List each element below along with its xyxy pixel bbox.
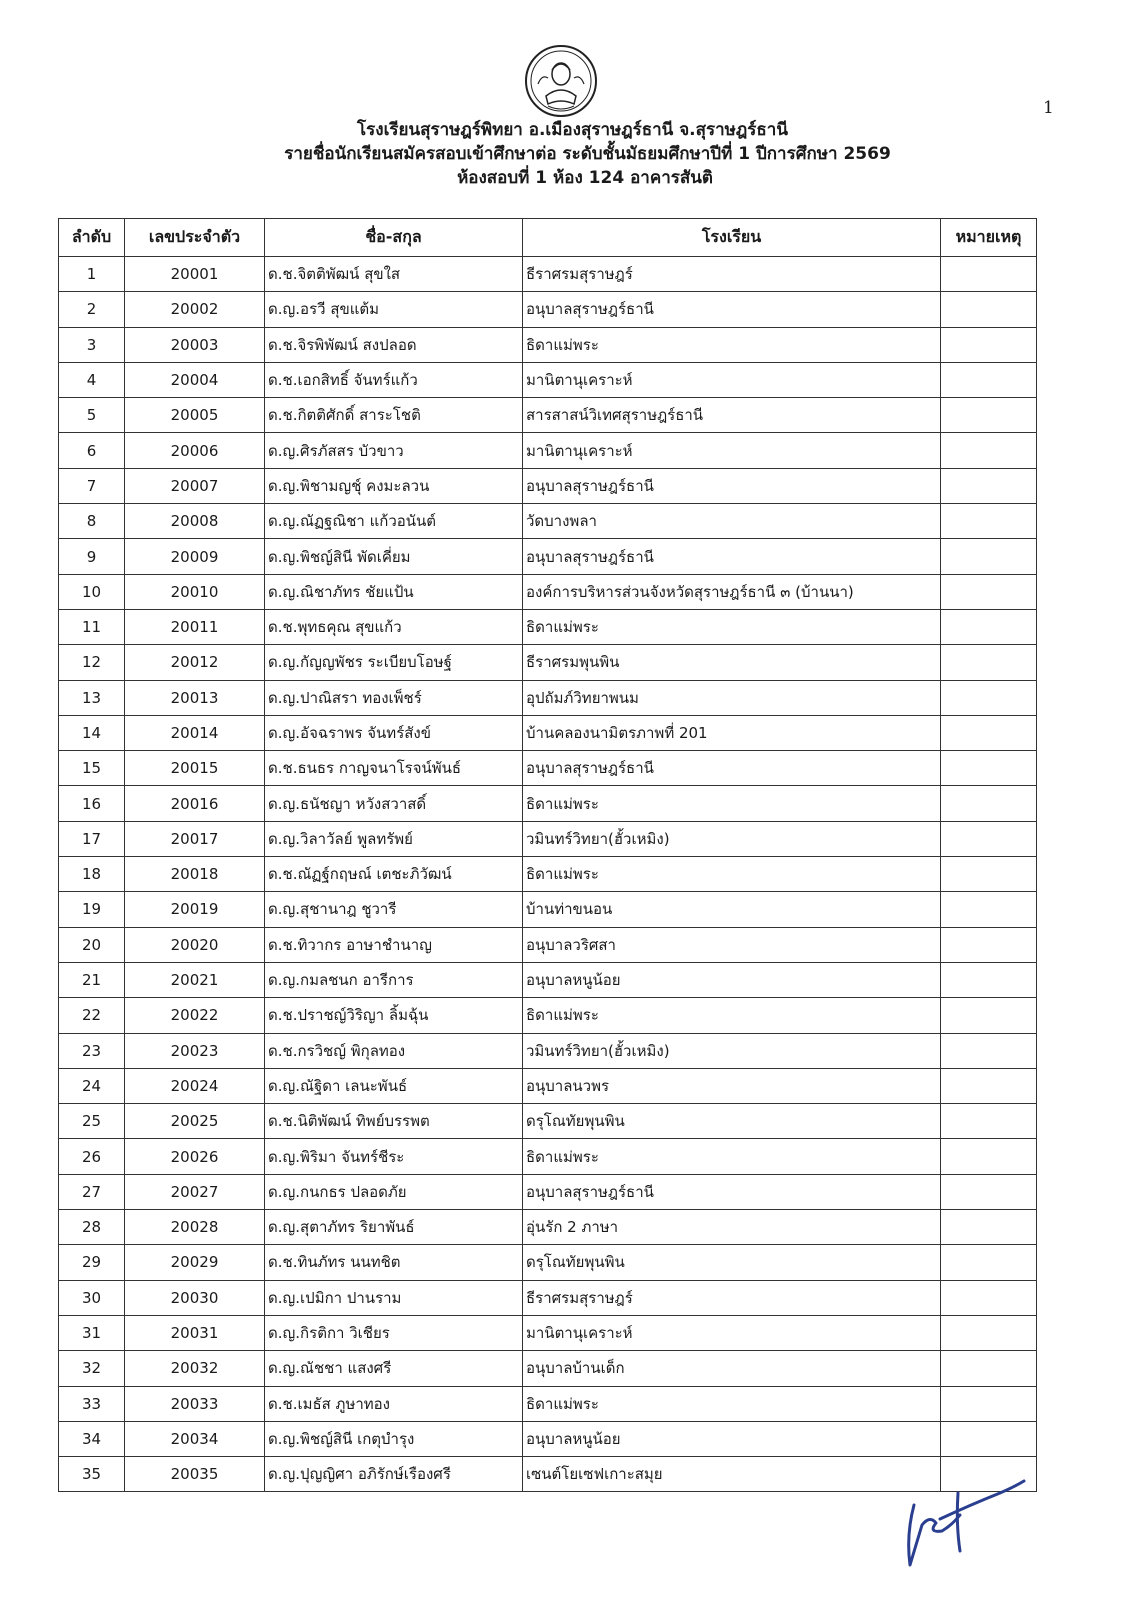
student-name-cell: ด.ช.ณัฏฐ์กฤษณ์ เตชะภิวัฒน์ — [265, 857, 523, 892]
school-cell: มานิตานุเคราะห์ — [523, 433, 941, 468]
student-roster-table — [58, 218, 1037, 1492]
order-cell: 7 — [59, 468, 125, 503]
student-id-cell: 20003 — [125, 327, 265, 362]
table-row — [59, 539, 1037, 574]
student-id-cell: 20007 — [125, 468, 265, 503]
student-id-cell: 20029 — [125, 1245, 265, 1280]
table-row — [59, 680, 1037, 715]
order-cell: 16 — [59, 786, 125, 821]
student-name-cell: ด.ญ.ปุญญิศา อภิรักษ์เรืองศรี — [265, 1457, 523, 1492]
table-row — [59, 1386, 1037, 1421]
school-cell: เซนต์โยเซฟเกาะสมุย — [523, 1457, 941, 1492]
note-cell — [941, 1139, 1037, 1174]
school-cell: อนุบาลหนูน้อย — [523, 1421, 941, 1456]
student-name-cell: ด.ญ.พิชญ์สินี เกตุบำรุง — [265, 1421, 523, 1456]
school-cell: ธีราศรมสุราษฎร์ — [523, 257, 941, 292]
note-cell — [941, 1245, 1037, 1280]
school-cell: อุ่นรัก 2 ภาษา — [523, 1210, 941, 1245]
order-cell: 33 — [59, 1386, 125, 1421]
order-cell: 13 — [59, 680, 125, 715]
school-cell: ธิดาแม่พระ — [523, 786, 941, 821]
student-name-cell: ด.ญ.เปมิกา ปานราม — [265, 1280, 523, 1315]
table-row — [59, 257, 1037, 292]
order-cell: 28 — [59, 1210, 125, 1245]
school-title: โรงเรียนสุราษฎร์พิทยา อ.เมืองสุราษฎร์ธานี จ.สุราษฎร์ธานี — [357, 120, 788, 140]
student-id-cell: 20028 — [125, 1210, 265, 1245]
table-row — [59, 1457, 1037, 1492]
student-name-cell: ด.ญ.อัจฉราพร จันทร์สังข์ — [265, 715, 523, 750]
order-cell: 18 — [59, 857, 125, 892]
table-row — [59, 927, 1037, 962]
school-cell: อนุบาลหนูน้อย — [523, 962, 941, 997]
table-row — [59, 1104, 1037, 1139]
table-row — [59, 645, 1037, 680]
table-row — [59, 1245, 1037, 1280]
student-name-cell: ด.ช.กิตติศักดิ์ สาระโชติ — [265, 398, 523, 433]
student-name-cell: ด.ญ.สุชานาฎ ชูวารี — [265, 892, 523, 927]
order-cell: 11 — [59, 609, 125, 644]
table-row — [59, 1280, 1037, 1315]
student-id-cell: 20025 — [125, 1104, 265, 1139]
student-name-cell: ด.ญ.กิรติกา วิเชียร — [265, 1315, 523, 1350]
student-name-cell: ด.ญ.ณัชชา แสงศรี — [265, 1351, 523, 1386]
column-header-school: โรงเรียน — [523, 219, 941, 257]
table-row — [59, 1421, 1037, 1456]
table-row — [59, 292, 1037, 327]
table-row — [59, 609, 1037, 644]
document-header — [0, 118, 1130, 190]
school-seal-logo — [524, 44, 598, 118]
table-row — [59, 1315, 1037, 1350]
student-name-cell: ด.ญ.ณัฏฐณิชา แก้วอนันต์ — [265, 504, 523, 539]
note-cell — [941, 1210, 1037, 1245]
school-cell: วัดบางพลา — [523, 504, 941, 539]
school-cell: อนุบาลนวพร — [523, 1068, 941, 1103]
note-cell — [941, 1351, 1037, 1386]
order-cell: 35 — [59, 1457, 125, 1492]
note-cell — [941, 715, 1037, 750]
note-cell — [941, 433, 1037, 468]
student-name-cell: ด.ญ.ธนัชญา หวังสวาสดิ์ — [265, 786, 523, 821]
order-cell: 22 — [59, 998, 125, 1033]
order-cell: 17 — [59, 821, 125, 856]
note-cell — [941, 398, 1037, 433]
school-cell: อนุบาลสุราษฎร์ธานี — [523, 468, 941, 503]
student-id-cell: 20019 — [125, 892, 265, 927]
school-cell: อนุบาลบ้านเด็ก — [523, 1351, 941, 1386]
school-cell: ธิดาแม่พระ — [523, 1386, 941, 1421]
school-cell: บ้านท่าขนอน — [523, 892, 941, 927]
school-cell: สารสาสน์วิเทศสุราษฎร์ธานี — [523, 398, 941, 433]
order-cell: 2 — [59, 292, 125, 327]
order-cell: 27 — [59, 1174, 125, 1209]
student-id-cell: 20002 — [125, 292, 265, 327]
order-cell: 31 — [59, 1315, 125, 1350]
note-cell — [941, 468, 1037, 503]
student-name-cell: ด.ช.ธนธร กาญจนาโรจน์พันธ์ — [265, 751, 523, 786]
note-cell — [941, 927, 1037, 962]
table-row — [59, 821, 1037, 856]
order-cell: 21 — [59, 962, 125, 997]
order-cell: 26 — [59, 1139, 125, 1174]
student-id-cell: 20020 — [125, 927, 265, 962]
table-row — [59, 751, 1037, 786]
school-cell: อนุบาลสุราษฎร์ธานี — [523, 751, 941, 786]
student-id-cell: 20032 — [125, 1351, 265, 1386]
student-id-cell: 20008 — [125, 504, 265, 539]
school-cell: วมินทร์วิทยา(ฮั้วเหมิง) — [523, 821, 941, 856]
page-number: 1 — [1043, 98, 1054, 118]
order-cell: 6 — [59, 433, 125, 468]
note-cell — [941, 751, 1037, 786]
note-cell — [941, 539, 1037, 574]
column-header-note: หมายเหตุ — [941, 219, 1037, 257]
table-row — [59, 857, 1037, 892]
order-cell: 8 — [59, 504, 125, 539]
table-row — [59, 574, 1037, 609]
student-id-cell: 20023 — [125, 1033, 265, 1068]
student-name-cell: ด.ช.ปราชญ์วิริญา ลิ้มฉุ้น — [265, 998, 523, 1033]
school-cell: อนุบาลสุราษฎร์ธานี — [523, 292, 941, 327]
school-cell: อุปถัมภ์วิทยาพนม — [523, 680, 941, 715]
document-title: รายชื่อนักเรียนสมัครสอบเข้าศึกษาต่อ ระดับชั้นมัธยมศึกษาปีที่ 1 ปีการศึกษา 2569 — [284, 144, 891, 164]
table-row — [59, 1210, 1037, 1245]
student-id-cell: 20016 — [125, 786, 265, 821]
table-row — [59, 1139, 1037, 1174]
order-cell: 10 — [59, 574, 125, 609]
order-cell: 4 — [59, 362, 125, 397]
note-cell — [941, 1280, 1037, 1315]
student-id-cell: 20004 — [125, 362, 265, 397]
student-name-cell: ด.ช.นิติพัฒน์ ทิพย์บรรพต — [265, 1104, 523, 1139]
student-name-cell: ด.ญ.พิชญ์สินี พัดเคี่ยม — [265, 539, 523, 574]
order-cell: 24 — [59, 1068, 125, 1103]
column-header-id: เลขประจำตัว — [125, 219, 265, 257]
note-cell — [941, 1386, 1037, 1421]
student-id-cell: 20014 — [125, 715, 265, 750]
school-cell: ธีราศรมพุนพิน — [523, 645, 941, 680]
note-cell — [941, 609, 1037, 644]
order-cell: 1 — [59, 257, 125, 292]
student-name-cell: ด.ช.ทิวากร อาษาชำนาญ — [265, 927, 523, 962]
note-cell — [941, 645, 1037, 680]
order-cell: 20 — [59, 927, 125, 962]
school-cell: ธิดาแม่พระ — [523, 327, 941, 362]
school-cell: ดรุโณทัยพุนพิน — [523, 1104, 941, 1139]
order-cell: 32 — [59, 1351, 125, 1386]
note-cell — [941, 998, 1037, 1033]
student-name-cell: ด.ญ.พิริมา จันทร์ชีระ — [265, 1139, 523, 1174]
student-id-cell: 20018 — [125, 857, 265, 892]
order-cell: 3 — [59, 327, 125, 362]
school-cell: ธิดาแม่พระ — [523, 857, 941, 892]
table-row — [59, 998, 1037, 1033]
note-cell — [941, 257, 1037, 292]
school-cell: อนุบาลวริศสา — [523, 927, 941, 962]
column-header-order: ลำดับ — [59, 219, 125, 257]
student-name-cell: ด.ช.กรวิชญ์ พิกุลทอง — [265, 1033, 523, 1068]
school-cell: ดรุโณทัยพุนพิน — [523, 1245, 941, 1280]
note-cell — [941, 821, 1037, 856]
student-id-cell: 20031 — [125, 1315, 265, 1350]
note-cell — [941, 786, 1037, 821]
note-cell — [941, 892, 1037, 927]
note-cell — [941, 1315, 1037, 1350]
note-cell — [941, 292, 1037, 327]
student-id-cell: 20026 — [125, 1139, 265, 1174]
student-name-cell: ด.ช.เมธัส ภูษาทอง — [265, 1386, 523, 1421]
student-name-cell: ด.ญ.ณิชาภัทร ชัยแป้น — [265, 574, 523, 609]
table-row — [59, 892, 1037, 927]
note-cell — [941, 504, 1037, 539]
handwritten-signature — [900, 1465, 1030, 1570]
note-cell — [941, 680, 1037, 715]
student-id-cell: 20035 — [125, 1457, 265, 1492]
note-cell — [941, 327, 1037, 362]
table-row — [59, 1174, 1037, 1209]
student-id-cell: 20011 — [125, 609, 265, 644]
student-id-cell: 20015 — [125, 751, 265, 786]
order-cell: 19 — [59, 892, 125, 927]
order-cell: 5 — [59, 398, 125, 433]
student-id-cell: 20017 — [125, 821, 265, 856]
order-cell: 15 — [59, 751, 125, 786]
school-cell: ธิดาแม่พระ — [523, 998, 941, 1033]
school-cell: อนุบาลสุราษฎร์ธานี — [523, 1174, 941, 1209]
order-cell: 9 — [59, 539, 125, 574]
student-name-cell: ด.ญ.พิชามญชุ์ คงมะลวน — [265, 468, 523, 503]
school-cell: ธีราศรมสุราษฎร์ — [523, 1280, 941, 1315]
school-cell: มานิตานุเคราะห์ — [523, 362, 941, 397]
order-cell: 14 — [59, 715, 125, 750]
order-cell: 23 — [59, 1033, 125, 1068]
school-cell: บ้านคลองนามิตรภาพที่ 201 — [523, 715, 941, 750]
student-id-cell: 20033 — [125, 1386, 265, 1421]
order-cell: 34 — [59, 1421, 125, 1456]
student-name-cell: ด.ญ.กัญญพัชร ระเบียบโอษฐ์ — [265, 645, 523, 680]
table-row — [59, 504, 1037, 539]
student-id-cell: 20009 — [125, 539, 265, 574]
student-name-cell: ด.ญ.วิลาวัลย์ พูลทรัพย์ — [265, 821, 523, 856]
student-id-cell: 20024 — [125, 1068, 265, 1103]
student-id-cell: 20022 — [125, 998, 265, 1033]
student-name-cell: ด.ญ.กมลชนก อารีการ — [265, 962, 523, 997]
table-row — [59, 962, 1037, 997]
student-name-cell: ด.ช.พุทธคุณ สุขแก้ว — [265, 609, 523, 644]
student-name-cell: ด.ช.ทินภัทร นนทชิต — [265, 1245, 523, 1280]
table-row — [59, 1033, 1037, 1068]
note-cell — [941, 1174, 1037, 1209]
order-cell: 30 — [59, 1280, 125, 1315]
student-name-cell: ด.ญ.ศิรภัสสร บัวขาว — [265, 433, 523, 468]
note-cell — [941, 857, 1037, 892]
note-cell — [941, 1104, 1037, 1139]
table-body — [59, 257, 1037, 1492]
school-cell: ธิดาแม่พระ — [523, 609, 941, 644]
student-id-cell: 20005 — [125, 398, 265, 433]
table-row — [59, 1068, 1037, 1103]
student-name-cell: ด.ช.เอกสิทธิ์ จันทร์แก้ว — [265, 362, 523, 397]
order-cell: 12 — [59, 645, 125, 680]
student-name-cell: ด.ญ.ณัฐิดา เลนะพันธ์ — [265, 1068, 523, 1103]
note-cell — [941, 962, 1037, 997]
note-cell — [941, 362, 1037, 397]
school-cell: มานิตานุเคราะห์ — [523, 1315, 941, 1350]
student-id-cell: 20006 — [125, 433, 265, 468]
student-id-cell: 20030 — [125, 1280, 265, 1315]
note-cell — [941, 574, 1037, 609]
student-id-cell: 20034 — [125, 1421, 265, 1456]
school-cell: องค์การบริหารส่วนจังหวัดสุราษฎร์ธานี ๓ (บ้านนา) — [523, 574, 941, 609]
table-row — [59, 327, 1037, 362]
student-id-cell: 20010 — [125, 574, 265, 609]
order-cell: 25 — [59, 1104, 125, 1139]
school-cell: วมินทร์วิทยา(ฮั้วเหมิง) — [523, 1033, 941, 1068]
student-id-cell: 20012 — [125, 645, 265, 680]
student-name-cell: ด.ญ.กนกธร ปลอดภัย — [265, 1174, 523, 1209]
school-cell: อนุบาลสุราษฎร์ธานี — [523, 539, 941, 574]
student-name-cell: ด.ช.จิตติพัฒน์ สุขใส — [265, 257, 523, 292]
table-row — [59, 398, 1037, 433]
table-row — [59, 468, 1037, 503]
student-name-cell: ด.ญ.ปาณิสรา ทองเพ็ชร์ — [265, 680, 523, 715]
school-cell: ธิดาแม่พระ — [523, 1139, 941, 1174]
table-row — [59, 715, 1037, 750]
table-header-row — [59, 219, 1037, 257]
student-id-cell: 20013 — [125, 680, 265, 715]
student-name-cell: ด.ญ.อรวี สุขแต้ม — [265, 292, 523, 327]
student-name-cell: ด.ญ.สุตาภัทร ริยาพันธ์ — [265, 1210, 523, 1245]
note-cell — [941, 1421, 1037, 1456]
column-header-name: ชื่อ-สกุล — [265, 219, 523, 257]
student-name-cell: ด.ช.จิรพิพัฒน์ สงปลอด — [265, 327, 523, 362]
note-cell — [941, 1068, 1037, 1103]
student-id-cell: 20001 — [125, 257, 265, 292]
student-id-cell: 20021 — [125, 962, 265, 997]
note-cell — [941, 1033, 1037, 1068]
table-row — [59, 362, 1037, 397]
table-row — [59, 786, 1037, 821]
table-row — [59, 433, 1037, 468]
table-row — [59, 1351, 1037, 1386]
order-cell: 29 — [59, 1245, 125, 1280]
exam-room-subtitle: ห้องสอบที่ 1 ห้อง 124 อาคารสันติ — [457, 168, 713, 188]
student-id-cell: 20027 — [125, 1174, 265, 1209]
